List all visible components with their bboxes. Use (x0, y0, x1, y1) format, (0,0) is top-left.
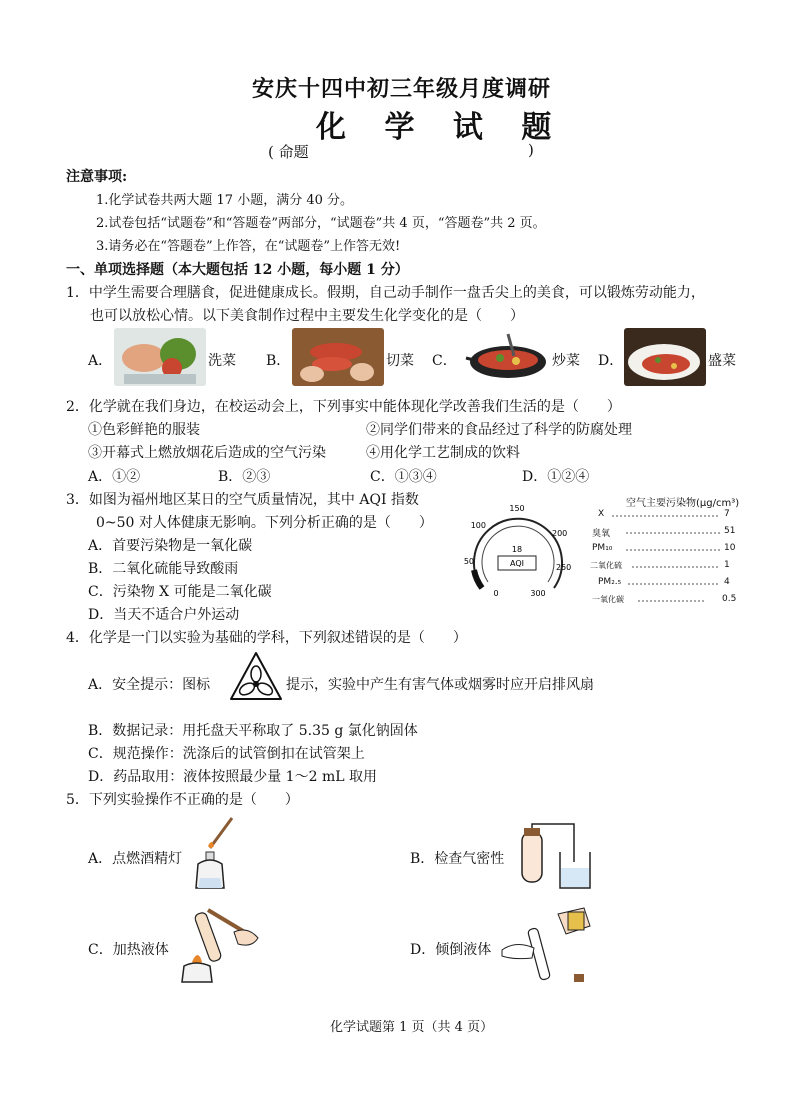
pollutant-name: PM₁₀ (592, 543, 613, 553)
fan-warning-icon (228, 650, 284, 702)
notes-heading: 注意事项: (66, 169, 128, 185)
section1-heading: 一、单项选择题（本大题包括 12 小题，每小题 1 分） (66, 262, 409, 278)
q2-statement-4: ④用化学工艺制成的饮料 (366, 445, 520, 461)
q4-option-a-post: 提示，实验中产生有害气体或烟雾时应开启排风扇 (286, 677, 594, 693)
pollutant-value: 0.5 (722, 594, 737, 604)
pollutant-name: PM₂.₅ (598, 577, 622, 587)
q5-stem: 5．下列实验操作不正确的是（ ） (66, 792, 299, 808)
q3-option-a[interactable]: A．首要污染物是一氧化碳 (88, 538, 253, 554)
q2-statement-3: ③开幕式上燃放烟花后造成的空气污染 (88, 445, 326, 461)
author-close: ) (528, 141, 534, 159)
author-open: ( 命题 (268, 143, 309, 161)
pollutant-value: 51 (724, 526, 736, 536)
q1-option-b-letter[interactable]: B． (266, 353, 291, 369)
pollutant-value: 1 (724, 560, 730, 570)
q2-option-a[interactable]: A．①② (88, 469, 141, 485)
q5-option-c[interactable]: C．加热液体 (88, 942, 169, 958)
aqi-tick-250: 250 (556, 563, 572, 572)
pollutant-value: 7 (724, 509, 730, 519)
q3-line1: 3．如图为福州地区某日的空气质量情况，其中 AQI 指数 (66, 492, 419, 508)
page-footer: 化学试题第 1 页（共 4 页） (330, 1020, 494, 1035)
notes-item-1: 1.化学试卷共两大题 17 小题，满分 40 分。 (96, 193, 354, 208)
pollutant-name: 二氧化硫 (590, 561, 622, 570)
washing-vegetables-image (114, 328, 206, 386)
notes-item-3: 3.请务必在“答题卷”上作答，在“试题卷”上作答无效! (96, 239, 401, 254)
airtightness-check-icon (514, 822, 594, 892)
q2-statement-2: ②同学们带来的食品经过了科学的防腐处理 (366, 422, 632, 438)
q2-statement-1: ①色彩鲜艳的服装 (88, 422, 200, 438)
aqi-tick-100: 100 (470, 521, 486, 530)
q4-option-b[interactable]: B．数据记录：用托盘天平称取了 5.35 g 氯化钠固体 (88, 723, 418, 739)
q3-option-c[interactable]: C．污染物 X 可能是二氧化碳 (88, 584, 272, 600)
q1-option-a-label: 洗菜 (208, 353, 236, 369)
q1-line2: 也可以放松心情。以下美食制作过程中主要发生化学变化的是（ ） (90, 308, 524, 324)
q1-option-b-label: 切菜 (386, 353, 414, 369)
q5-option-d[interactable]: D．倾倒液体 (410, 942, 492, 958)
pollutant-leaders (606, 514, 722, 604)
q5-option-b[interactable]: B．检查气密性 (410, 851, 505, 867)
aqi-gauge-value: 18 (511, 545, 523, 554)
q4-option-d[interactable]: D．药品取用：液体按照最少量 1～2 mL 取用 (88, 769, 377, 785)
pollutant-name: 臭氧 (592, 529, 611, 539)
q2-option-d[interactable]: D．①②④ (522, 469, 590, 485)
aqi-tick-150: 150 (509, 504, 525, 513)
pollutant-name: X (598, 509, 605, 519)
serving-dish-image (624, 328, 706, 386)
q4-stem: 4．化学是一门以实验为基础的学科，下列叙述错误的是（ ） (66, 630, 467, 646)
exam-title: 安庆十四中初三年级月度调研 (252, 76, 552, 102)
q2-option-c[interactable]: C．①③④ (370, 469, 437, 485)
q3-option-d[interactable]: D．当天不适合户外运动 (88, 607, 240, 623)
pollutant-value: 4 (724, 577, 730, 587)
q2-option-b[interactable]: B．②③ (218, 469, 271, 485)
stir-frying-image (458, 328, 550, 386)
q1-line1: 1．中学生需要合理膳食，促进健康成长。假期，自己动手制作一盘舌尖上的美食，可以锻炼劳动能力， (66, 285, 705, 301)
aqi-gauge-label: AQI (510, 559, 524, 568)
subject-title: 化 学 试 题 (316, 110, 566, 145)
aqi-tick-300: 300 (530, 589, 546, 598)
q4-option-c[interactable]: C．规范操作：洗涤后的试管倒扣在试管架上 (88, 746, 365, 762)
pollutants-title: 空气主要污染物(μg/cm³) (626, 498, 740, 509)
q1-option-d-label: 盛菜 (708, 353, 736, 369)
q1-option-d-letter[interactable]: D． (598, 353, 624, 369)
pollutant-value: 10 (724, 543, 736, 553)
q1-option-c-letter[interactable]: C． (432, 353, 457, 369)
aqi-gauge (452, 500, 582, 604)
notes-item-2: 2.试卷包括“试题卷”和“答题卷”两部分，“试题卷”共 4 页，“答题卷”共 2 页。 (96, 216, 546, 231)
q1-option-a-letter[interactable]: A． (88, 353, 113, 369)
pouring-liquid-icon (498, 904, 598, 988)
q3-line2: 0~50 对人体健康无影响。下列分析正确的是（ ） (96, 515, 433, 531)
q4-option-a-pre[interactable]: A．安全提示：图标 (88, 677, 211, 693)
q1-option-c-label: 炒菜 (552, 353, 580, 369)
heating-liquid-icon (168, 902, 264, 986)
aqi-tick-0: 0 (493, 589, 499, 598)
q2-stem: 2．化学就在我们身边，在校运动会上，下列事实中能体现化学改善我们生活的是（ ） (66, 399, 621, 415)
q5-option-a[interactable]: A．点燃酒精灯 (88, 851, 183, 867)
alcohol-lamp-lighting-icon (188, 812, 248, 892)
pollutant-name: 一氧化碳 (592, 595, 624, 604)
cutting-vegetables-image (292, 328, 384, 386)
q3-option-b[interactable]: B．二氧化硫能导致酸雨 (88, 561, 239, 577)
aqi-tick-50: 50 (463, 557, 474, 566)
aqi-tick-200: 200 (552, 529, 568, 538)
